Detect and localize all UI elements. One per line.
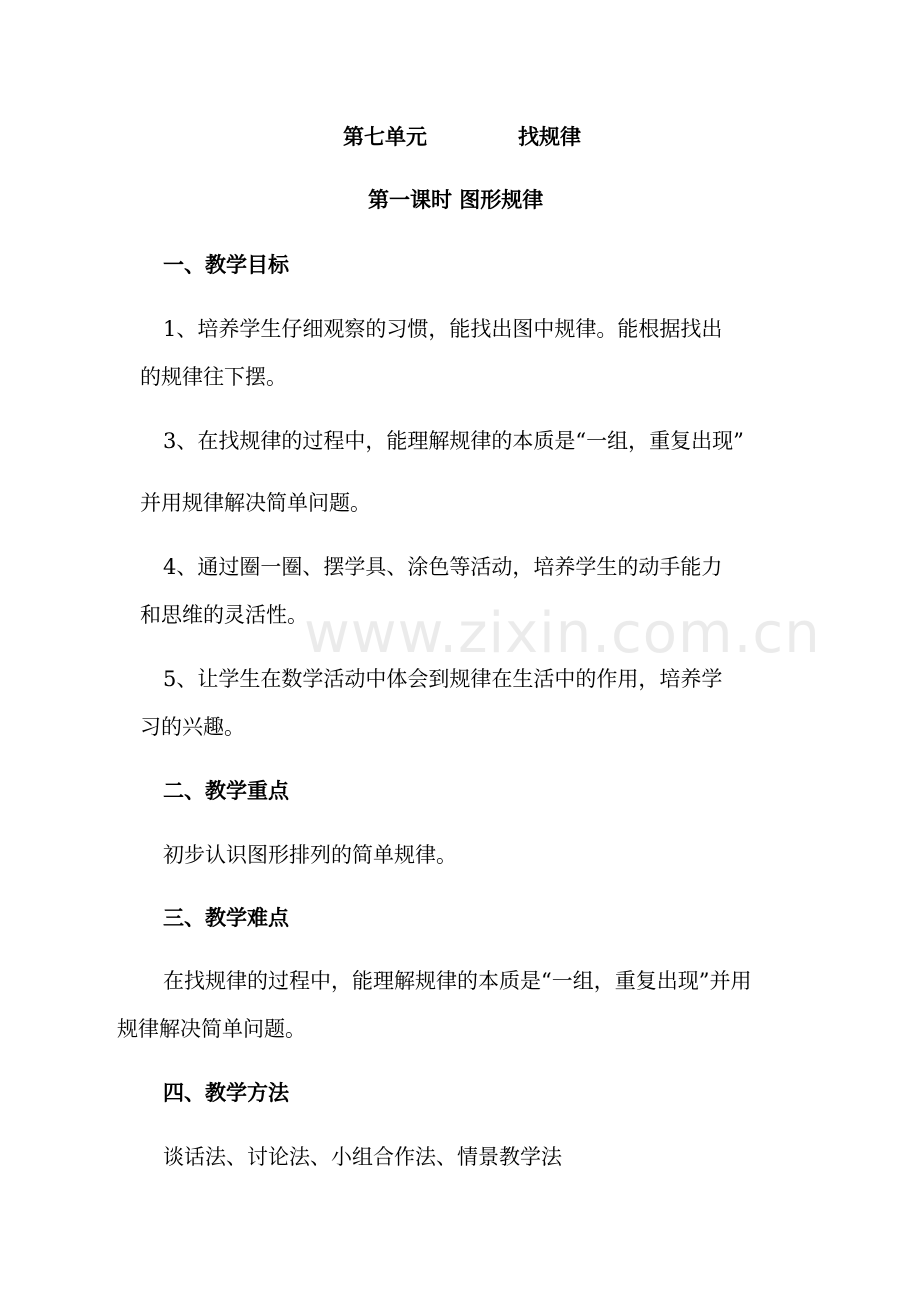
goal-item-3-line2: 并用规律解决简单问题。 <box>140 491 371 515</box>
goal-item-1-line2: 的规律往下摆。 <box>140 365 287 389</box>
key-points-text: 初步认识图形排列的简单规律。 <box>163 843 457 867</box>
section-heading-methods: 四、教学方法 <box>163 1081 289 1105</box>
difficulties-line1: 在找规律的过程中，能理解规律的本质是“一组，重复出现”并用 <box>163 969 752 993</box>
unit-topic: 找规律 <box>518 125 581 149</box>
goal-item-4-line2: 和思维的灵活性。 <box>140 603 308 627</box>
goal-item-5-line2: 习的兴趣。 <box>140 715 245 739</box>
lesson-subtitle: 第一课时 图形规律 <box>368 188 544 212</box>
section-heading-difficulties: 三、教学难点 <box>163 906 289 930</box>
section-heading-goals: 一、教学目标 <box>163 253 289 277</box>
goal-item-5-line1: 5、让学生在数学活动中体会到规律在生活中的作用，培养学 <box>163 667 723 691</box>
goal-item-1-line1: 1、培养学生仔细观察的习惯，能找出图中规律。能根据找出 <box>163 317 723 341</box>
goal-item-4-line1: 4、通过圈一圈、摆学具、涂色等活动，培养学生的动手能力 <box>163 555 723 579</box>
methods-text: 谈话法、讨论法、小组合作法、情景教学法 <box>163 1145 562 1169</box>
goal-item-3-line1: 3、在找规律的过程中，能理解规律的本质是“一组，重复出现” <box>163 429 744 453</box>
watermark-text: www.zixin.com.cn <box>304 601 821 666</box>
unit-title: 第七单元 <box>343 125 427 149</box>
section-heading-key-points: 二、教学重点 <box>163 779 289 803</box>
difficulties-line2: 规律解决简单问题。 <box>117 1017 306 1041</box>
